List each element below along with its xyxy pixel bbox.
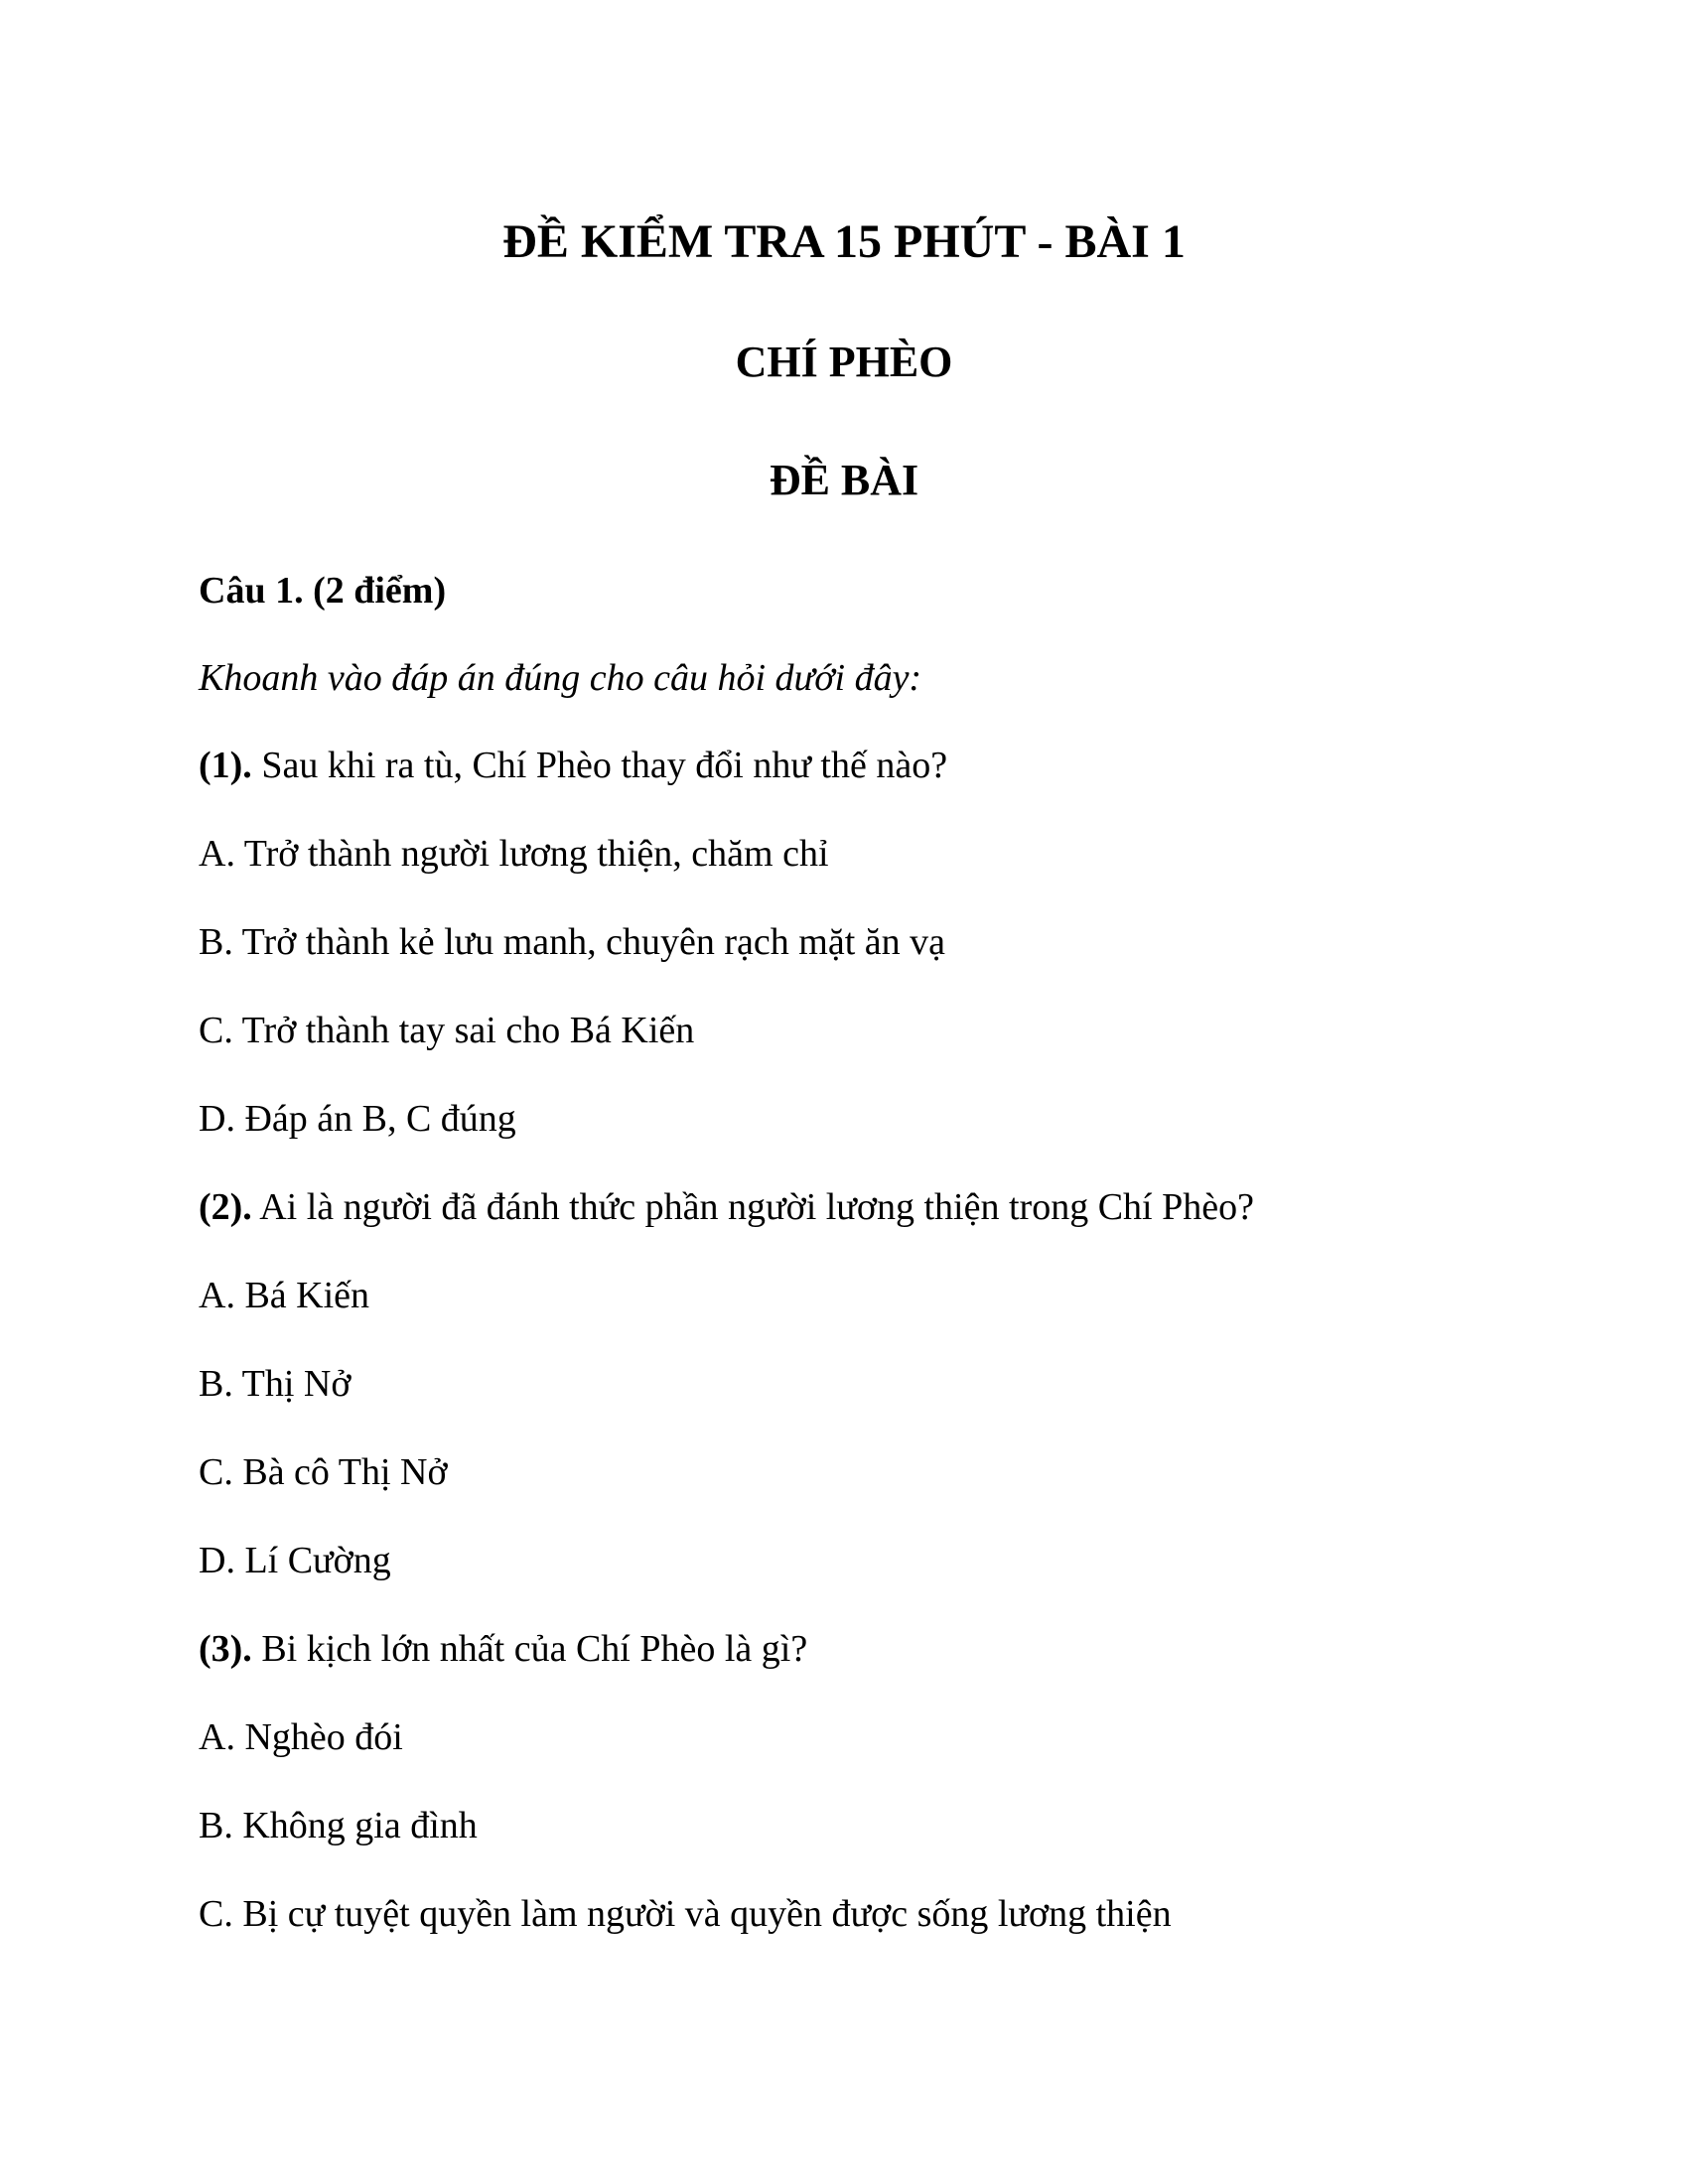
answer-option: C. Trở thành tay sai cho Bá Kiến — [199, 1010, 695, 1051]
answer-option: A. Nghèo đói — [199, 1716, 403, 1758]
item-number: (1). — [199, 745, 252, 786]
item-number: (3). — [199, 1628, 252, 1670]
question-label: Câu 1. (2 điểm) — [199, 570, 447, 612]
question-item — [199, 747, 947, 784]
answer-option: C. Bị cự tuyệt quyền làm người và quyền được sống lương thiện — [199, 1893, 1172, 1935]
answer-option: C. Bà cô Thị Nở — [199, 1451, 448, 1493]
question-item — [199, 1188, 1254, 1226]
answer-option: A. Bá Kiến — [199, 1275, 370, 1316]
answer-option: B. Trở thành kẻ lưu manh, chuyên rạch mặt ăn vạ — [199, 921, 945, 963]
answer-option: B. Không gia đình — [199, 1805, 478, 1846]
document-subtitle: CHÍ PHÈO — [735, 338, 953, 386]
question-instruction: Khoanh vào đáp án đúng cho câu hỏi dưới đây: — [199, 657, 922, 699]
question-item — [199, 1630, 807, 1668]
section-heading: ĐỀ BÀI — [769, 456, 919, 504]
answer-option: D. Lí Cường — [199, 1540, 391, 1581]
answer-option: B. Thị Nở — [199, 1363, 352, 1405]
item-text: Sau khi ra tù, Chí Phèo thay đổi như thế nào? — [251, 745, 948, 786]
item-number: (2). — [199, 1186, 252, 1228]
answer-option: A. Trở thành người lương thiện, chăm chỉ — [199, 833, 829, 875]
answer-option: D. Đáp án B, C đúng — [199, 1098, 516, 1140]
item-text: Bi kịch lớn nhất của Chí Phèo là gì? — [251, 1628, 808, 1670]
document-title: ĐỀ KIỂM TRA 15 PHÚT - BÀI 1 — [502, 215, 1186, 268]
item-text: Ai là người đã đánh thức phần người lương thiện trong Chí Phèo? — [251, 1186, 1254, 1228]
